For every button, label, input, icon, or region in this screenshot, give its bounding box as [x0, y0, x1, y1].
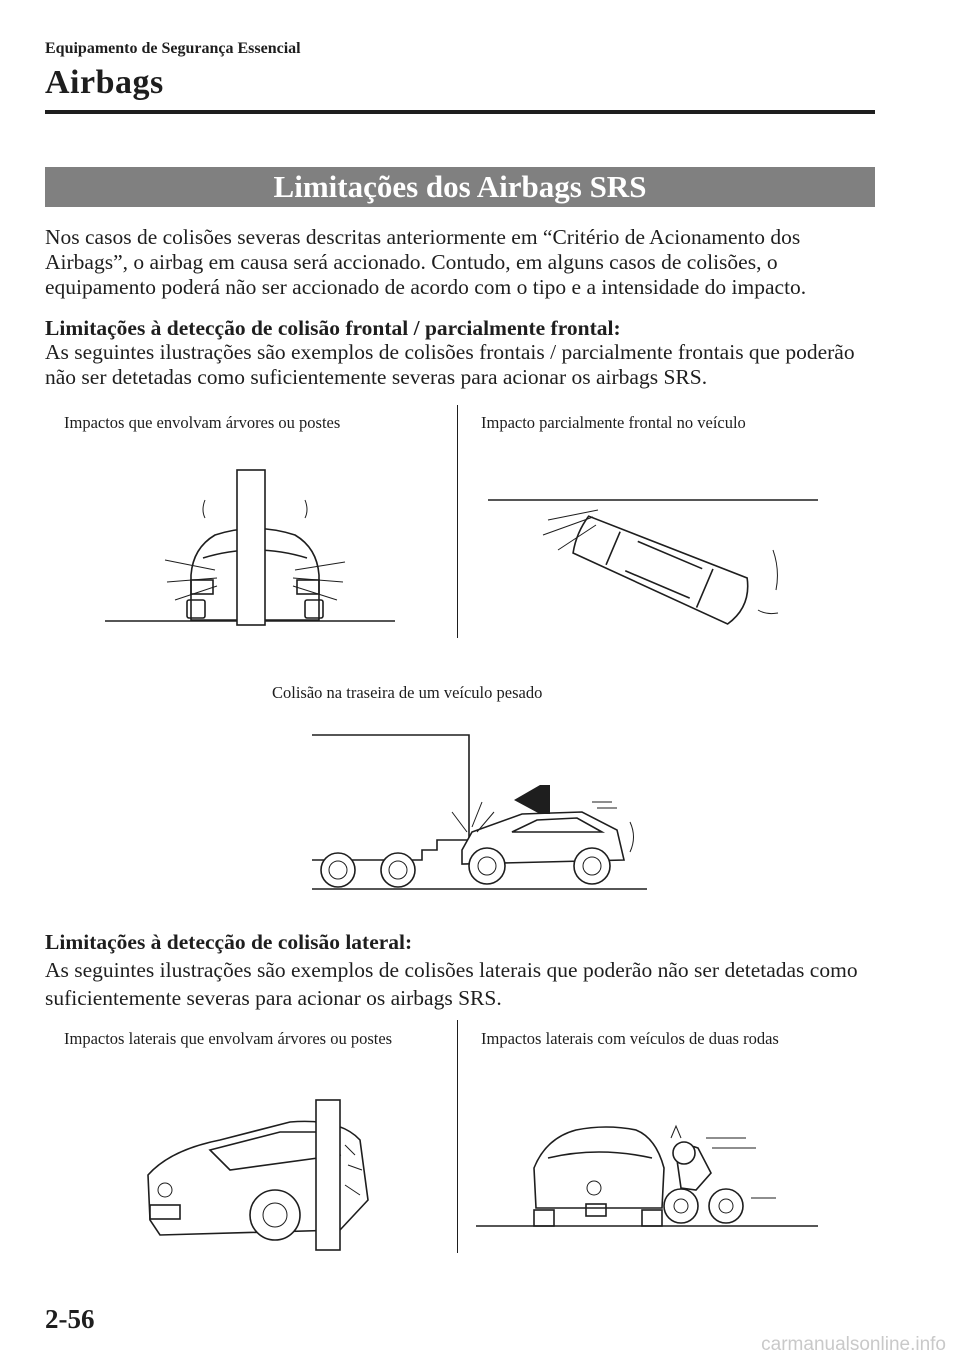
- figure-divider: [457, 405, 458, 638]
- page-number: 2-56: [45, 1304, 95, 1334]
- page-title: Airbags: [45, 64, 164, 101]
- lateral-heading: Limitações à detecção de colisão lateral:: [45, 930, 413, 954]
- partial-frontal-impact-illustration: [488, 495, 823, 630]
- frontal-heading: Limitações à detecção de colisão frontal / parcialmente frontal:: [45, 316, 621, 340]
- lateral-text: As seguintes ilustrações são exemplos de colisões laterais que poderão não ser detetadas como suficientemente severas para acionar os airbags SRS.: [45, 958, 858, 1010]
- caption-frontal-truck: Colisão na traseira de um veículo pesado: [272, 683, 543, 702]
- caption-lateral-trees: Impactos laterais que envolvam árvores ou postes: [64, 1029, 393, 1048]
- footer-watermark: carmanualsonline.info: [761, 1334, 946, 1355]
- truck-rear-collision-illustration: [312, 732, 652, 892]
- section-banner: Limitações dos Airbags SRS: [45, 167, 875, 207]
- motorcycle-side-impact-illustration: [476, 1118, 821, 1230]
- pole-front-impact-illustration: [105, 470, 405, 630]
- header-divider: [45, 110, 875, 114]
- frontal-text: As seguintes ilustrações são exemplos de colisões frontais / parcialmente frontais que poderão não ser detetadas como suficientemente severas para acionar os airbags SRS.: [45, 340, 855, 389]
- caption-lateral-twowheel: Impactos laterais com veículos de duas rodas: [481, 1029, 779, 1048]
- section-header: Equipamento de Segurança Essencial: [45, 40, 301, 57]
- pole-side-impact-illustration: [140, 1100, 380, 1250]
- caption-frontal-trees: Impactos que envolvam árvores ou postes: [64, 413, 341, 432]
- figure-divider-lateral: [457, 1020, 458, 1253]
- caption-frontal-partial: Impacto parcialmente frontal no veículo: [481, 413, 746, 432]
- intro-paragraph: Nos casos de colisões severas descritas anteriormente em “Critério de Acionamento dos Airbags”, o airbag em causa será accionado. Contudo, em alguns casos de colisões, o equipamento poderá não ser accionado de acordo com o tipo e a intensidade do impacto.: [45, 225, 807, 299]
